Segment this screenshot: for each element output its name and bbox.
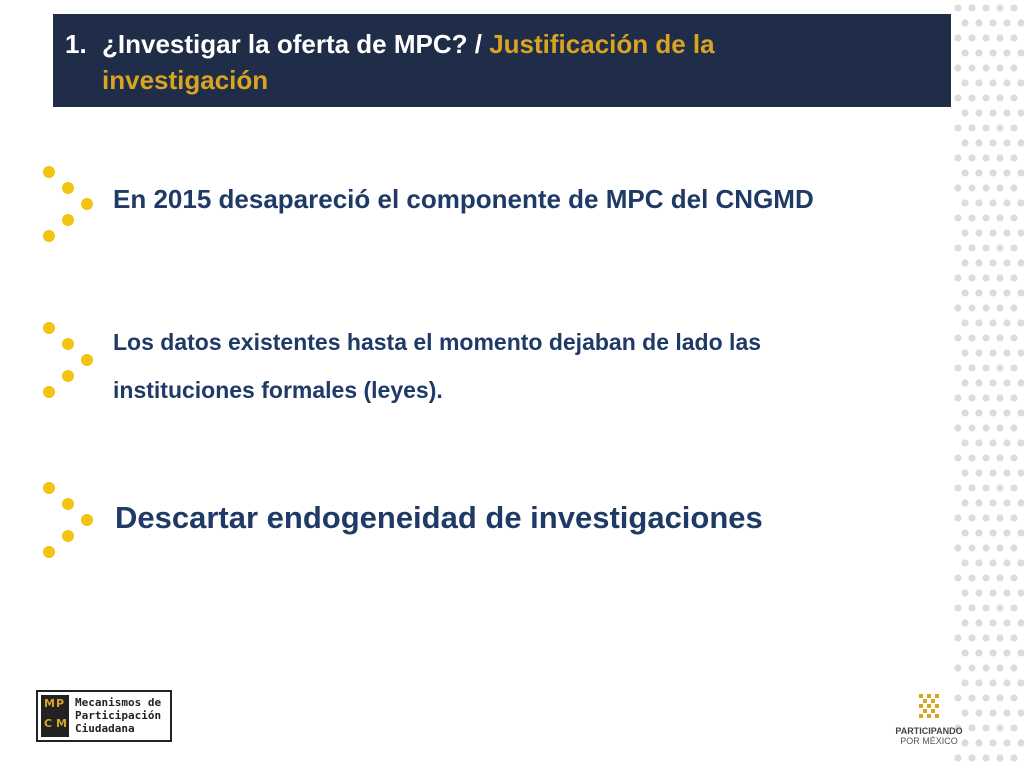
pattern-dot — [989, 259, 996, 266]
pattern-dot — [961, 169, 968, 176]
pattern-dot — [989, 439, 996, 446]
pattern-dot — [968, 604, 975, 611]
pattern-dot — [1017, 259, 1024, 266]
pattern-dot — [975, 229, 982, 236]
pattern-dot — [968, 34, 975, 41]
pattern-dot — [982, 634, 989, 641]
pattern-dot — [975, 499, 982, 506]
pattern-dot — [982, 274, 989, 281]
pattern-dot — [954, 34, 961, 41]
pattern-dot — [1003, 139, 1010, 146]
pattern-dot — [1017, 559, 1024, 566]
dots-bullet-icon — [40, 318, 100, 408]
pattern-dot — [1003, 649, 1010, 656]
pattern-dot — [989, 649, 996, 656]
pattern-dot — [968, 664, 975, 671]
pattern-dot — [968, 334, 975, 341]
pattern-dot — [989, 409, 996, 416]
pattern-dot — [1017, 739, 1024, 746]
pattern-dot — [968, 274, 975, 281]
pattern-dot — [961, 229, 968, 236]
pattern-dot — [968, 364, 975, 371]
pattern-dot — [982, 514, 989, 521]
pattern-dot — [996, 574, 1003, 581]
pattern-dot — [954, 64, 961, 71]
pattern-dot — [961, 529, 968, 536]
pattern-dot — [1003, 229, 1010, 236]
pattern-dot — [996, 484, 1003, 491]
pattern-dot — [989, 499, 996, 506]
pattern-dot — [996, 184, 1003, 191]
bullet-text: Los datos existentes hasta el momento dejaban de lado las instituciones formales (leyes). — [113, 329, 762, 403]
pattern-dot — [996, 124, 1003, 131]
pattern-dot — [989, 619, 996, 626]
pattern-dot — [961, 409, 968, 416]
pattern-dot — [1017, 409, 1024, 416]
pattern-dot — [1010, 124, 1017, 131]
pattern-dot — [1003, 19, 1010, 26]
pattern-dot — [1003, 739, 1010, 746]
pattern-dot — [1010, 424, 1017, 431]
pattern-dot — [989, 319, 996, 326]
pattern-dot — [954, 274, 961, 281]
pattern-dot — [975, 379, 982, 386]
pattern-dot — [1003, 49, 1010, 56]
pattern-dot — [996, 334, 1003, 341]
pattern-dot — [975, 349, 982, 356]
pattern-dot — [968, 154, 975, 161]
pattern-dot — [989, 529, 996, 536]
pattern-dot — [1017, 379, 1024, 386]
pattern-dot — [982, 214, 989, 221]
pattern-dot — [954, 154, 961, 161]
pattern-dot — [961, 259, 968, 266]
pattern-dot — [989, 589, 996, 596]
pattern-dot — [982, 364, 989, 371]
pattern-dot — [954, 214, 961, 221]
pattern-dot — [1003, 709, 1010, 716]
pattern-dot — [1003, 589, 1010, 596]
pattern-dot — [982, 724, 989, 731]
pattern-dot — [1017, 109, 1024, 116]
pattern-dot — [975, 169, 982, 176]
pattern-dot — [1010, 514, 1017, 521]
pattern-dot — [1003, 469, 1010, 476]
pattern-dot — [996, 64, 1003, 71]
dots-bullet-icon — [40, 162, 100, 252]
pattern-dot — [975, 199, 982, 206]
pattern-dot — [1010, 394, 1017, 401]
pattern-dot — [996, 304, 1003, 311]
pattern-dot — [982, 34, 989, 41]
pattern-dot — [996, 454, 1003, 461]
pattern-dot — [1017, 19, 1024, 26]
pattern-dot — [982, 124, 989, 131]
pattern-dot — [1010, 574, 1017, 581]
pattern-dot — [961, 559, 968, 566]
pattern-dot — [961, 619, 968, 626]
mpc-logo-mark: M P C M — [41, 695, 69, 737]
pattern-dot — [968, 484, 975, 491]
pattern-dot — [1003, 379, 1010, 386]
pattern-dot — [954, 634, 961, 641]
pattern-dot — [961, 19, 968, 26]
pattern-dot — [1017, 169, 1024, 176]
pattern-dot — [982, 454, 989, 461]
pattern-dot — [989, 349, 996, 356]
pattern-dot — [1010, 214, 1017, 221]
pattern-dot — [1017, 319, 1024, 326]
pattern-dot — [975, 649, 982, 656]
pattern-dot — [989, 379, 996, 386]
pattern-dot — [975, 469, 982, 476]
pattern-dot — [982, 304, 989, 311]
pattern-dot — [961, 589, 968, 596]
pattern-dot — [968, 514, 975, 521]
pattern-dot — [961, 199, 968, 206]
pattern-dot — [961, 109, 968, 116]
pattern-dot — [996, 214, 1003, 221]
pattern-dot — [982, 184, 989, 191]
pattern-dot — [1017, 709, 1024, 716]
pattern-dot — [1010, 64, 1017, 71]
pattern-dot — [975, 559, 982, 566]
pattern-dot — [961, 499, 968, 506]
pattern-dot — [1010, 454, 1017, 461]
pattern-dot — [975, 319, 982, 326]
pattern-dot — [954, 424, 961, 431]
pattern-dot — [1003, 259, 1010, 266]
pattern-dot — [989, 289, 996, 296]
bullet-text: En 2015 desapareció el componente de MPC del CNGMD — [113, 184, 814, 214]
pattern-dot — [1003, 529, 1010, 536]
pattern-dot — [989, 229, 996, 236]
pattern-dot — [954, 124, 961, 131]
pattern-dot — [954, 514, 961, 521]
pattern-dot — [961, 79, 968, 86]
pattern-dot — [954, 184, 961, 191]
pattern-dot — [954, 394, 961, 401]
pattern-dot — [961, 289, 968, 296]
pattern-dot — [975, 49, 982, 56]
pattern-dot — [975, 619, 982, 626]
pattern-dot — [1003, 169, 1010, 176]
pattern-dot — [975, 139, 982, 146]
participando-por-mexico-logo — [884, 690, 974, 750]
pattern-dot — [975, 439, 982, 446]
pattern-dot — [1003, 79, 1010, 86]
participando-logo-text: PARTICIPANDO POR MÉXICO — [895, 726, 963, 746]
pattern-dot — [1010, 364, 1017, 371]
pattern-dot — [1003, 499, 1010, 506]
pattern-dot — [996, 274, 1003, 281]
pattern-dot — [1010, 604, 1017, 611]
pattern-dot — [975, 529, 982, 536]
pattern-dot — [996, 364, 1003, 371]
pattern-dot — [996, 754, 1003, 761]
title-number: 1. — [65, 29, 87, 59]
pattern-dot — [1010, 184, 1017, 191]
mpc-logo-text: Mecanismos de Participación Ciudadana — [75, 696, 162, 735]
pattern-dot — [989, 49, 996, 56]
pattern-dot — [1010, 694, 1017, 701]
pattern-dot — [968, 754, 975, 761]
pattern-dot — [954, 244, 961, 251]
pattern-dot — [961, 469, 968, 476]
pattern-dot — [968, 574, 975, 581]
pattern-dot — [954, 364, 961, 371]
pattern-dot — [982, 424, 989, 431]
pattern-dot — [996, 154, 1003, 161]
pattern-dot — [968, 124, 975, 131]
pattern-dot — [982, 154, 989, 161]
dots-bullet-icon — [40, 478, 100, 568]
pattern-dot — [975, 19, 982, 26]
pattern-dot — [961, 679, 968, 686]
pattern-dot — [1010, 544, 1017, 551]
pattern-dot — [996, 424, 1003, 431]
pattern-dot — [996, 664, 1003, 671]
bullet-text: Descartar endogeneidad de investigaciones — [115, 500, 763, 535]
pattern-dot — [1017, 679, 1024, 686]
pattern-dot — [989, 469, 996, 476]
pattern-dot — [989, 559, 996, 566]
pattern-dot — [1003, 319, 1010, 326]
pattern-dot — [989, 139, 996, 146]
pattern-dot — [954, 454, 961, 461]
pattern-dot — [975, 109, 982, 116]
pattern-dot — [1010, 724, 1017, 731]
pattern-dot — [975, 589, 982, 596]
pattern-dot — [961, 649, 968, 656]
pattern-dot — [968, 4, 975, 11]
pattern-dot — [982, 604, 989, 611]
pattern-dot — [954, 574, 961, 581]
pattern-dot — [982, 664, 989, 671]
pattern-dot — [975, 79, 982, 86]
pattern-dot — [954, 334, 961, 341]
pattern-dot — [1017, 499, 1024, 506]
pattern-dot — [1017, 649, 1024, 656]
pattern-dot — [1003, 559, 1010, 566]
pattern-dot — [968, 634, 975, 641]
pattern-dot — [996, 394, 1003, 401]
pattern-dot — [1010, 304, 1017, 311]
pattern-dot — [1017, 229, 1024, 236]
pattern-dot — [968, 454, 975, 461]
pattern-dot — [1017, 469, 1024, 476]
pattern-dot — [975, 709, 982, 716]
pattern-dot — [1017, 619, 1024, 626]
pattern-dot — [968, 94, 975, 101]
pattern-dot — [1010, 94, 1017, 101]
pattern-dot — [1017, 199, 1024, 206]
pattern-dot — [996, 634, 1003, 641]
pattern-dot — [1017, 289, 1024, 296]
pattern-dot — [1003, 109, 1010, 116]
pattern-dot — [1010, 4, 1017, 11]
pattern-dot — [1003, 199, 1010, 206]
pattern-dot — [982, 754, 989, 761]
mpc-logo — [36, 690, 172, 742]
pattern-dot — [1010, 334, 1017, 341]
pattern-dot — [968, 424, 975, 431]
pattern-dot — [982, 94, 989, 101]
pattern-dot — [1003, 349, 1010, 356]
pattern-dot — [996, 724, 1003, 731]
pattern-dot — [982, 64, 989, 71]
pattern-dot — [1017, 139, 1024, 146]
pattern-dot — [968, 394, 975, 401]
pattern-dot — [996, 604, 1003, 611]
pattern-dot — [989, 709, 996, 716]
pattern-dot — [975, 289, 982, 296]
pattern-dot — [968, 304, 975, 311]
pattern-dot — [954, 604, 961, 611]
pattern-dot — [954, 304, 961, 311]
slide-title-bar — [53, 14, 951, 107]
pattern-dot — [961, 139, 968, 146]
pattern-dot — [982, 244, 989, 251]
pattern-dot — [996, 244, 1003, 251]
title-accent: Justificación de la investigación — [102, 29, 715, 95]
pattern-dot — [1003, 679, 1010, 686]
pattern-dot — [954, 544, 961, 551]
pattern-dot — [975, 409, 982, 416]
pattern-dot — [982, 544, 989, 551]
pattern-dot — [989, 79, 996, 86]
pattern-dot — [975, 679, 982, 686]
pattern-dot — [982, 334, 989, 341]
pattern-dot — [1003, 289, 1010, 296]
pattern-dot — [1017, 529, 1024, 536]
pattern-dot — [1010, 274, 1017, 281]
pattern-dot — [968, 244, 975, 251]
pattern-dot — [982, 574, 989, 581]
pattern-dot — [989, 679, 996, 686]
pattern-dot — [982, 394, 989, 401]
pattern-dot — [975, 259, 982, 266]
pattern-dot — [1010, 34, 1017, 41]
pattern-dot — [1010, 484, 1017, 491]
title-main: ¿Investigar la oferta de MPC? / — [102, 29, 490, 59]
participando-logo-icon — [884, 690, 974, 724]
pattern-dot — [982, 484, 989, 491]
pattern-dot — [968, 214, 975, 221]
pattern-dot — [954, 94, 961, 101]
pattern-dot — [1017, 49, 1024, 56]
pattern-dot — [961, 49, 968, 56]
pattern-dot — [1017, 79, 1024, 86]
pattern-dot — [989, 169, 996, 176]
pattern-dot — [954, 754, 961, 761]
pattern-dot — [982, 694, 989, 701]
pattern-dot — [1010, 244, 1017, 251]
pattern-dot — [968, 64, 975, 71]
pattern-dot — [961, 319, 968, 326]
pattern-dot — [954, 484, 961, 491]
pattern-dot — [996, 4, 1003, 11]
pattern-dot — [961, 349, 968, 356]
pattern-dot — [989, 19, 996, 26]
pattern-dot — [1010, 664, 1017, 671]
pattern-dot — [996, 694, 1003, 701]
pattern-dot — [1017, 349, 1024, 356]
pattern-dot — [996, 34, 1003, 41]
pattern-dot — [975, 739, 982, 746]
pattern-dot — [989, 199, 996, 206]
pattern-dot — [961, 439, 968, 446]
pattern-dot — [968, 184, 975, 191]
pattern-dot — [1003, 439, 1010, 446]
pattern-dot — [996, 94, 1003, 101]
pattern-dot — [1010, 154, 1017, 161]
pattern-dot — [1017, 439, 1024, 446]
pattern-dot — [968, 544, 975, 551]
pattern-dot — [1010, 634, 1017, 641]
pattern-dot — [982, 4, 989, 11]
pattern-dot — [989, 109, 996, 116]
pattern-dot — [1017, 589, 1024, 596]
pattern-dot — [996, 544, 1003, 551]
pattern-dot — [996, 514, 1003, 521]
pattern-dot — [954, 4, 961, 11]
pattern-dot — [1003, 619, 1010, 626]
pattern-dot — [989, 739, 996, 746]
pattern-dot — [1003, 409, 1010, 416]
pattern-dot — [961, 379, 968, 386]
pattern-dot — [1010, 754, 1017, 761]
pattern-dot — [954, 664, 961, 671]
decorative-dot-pattern — [952, 0, 1024, 768]
